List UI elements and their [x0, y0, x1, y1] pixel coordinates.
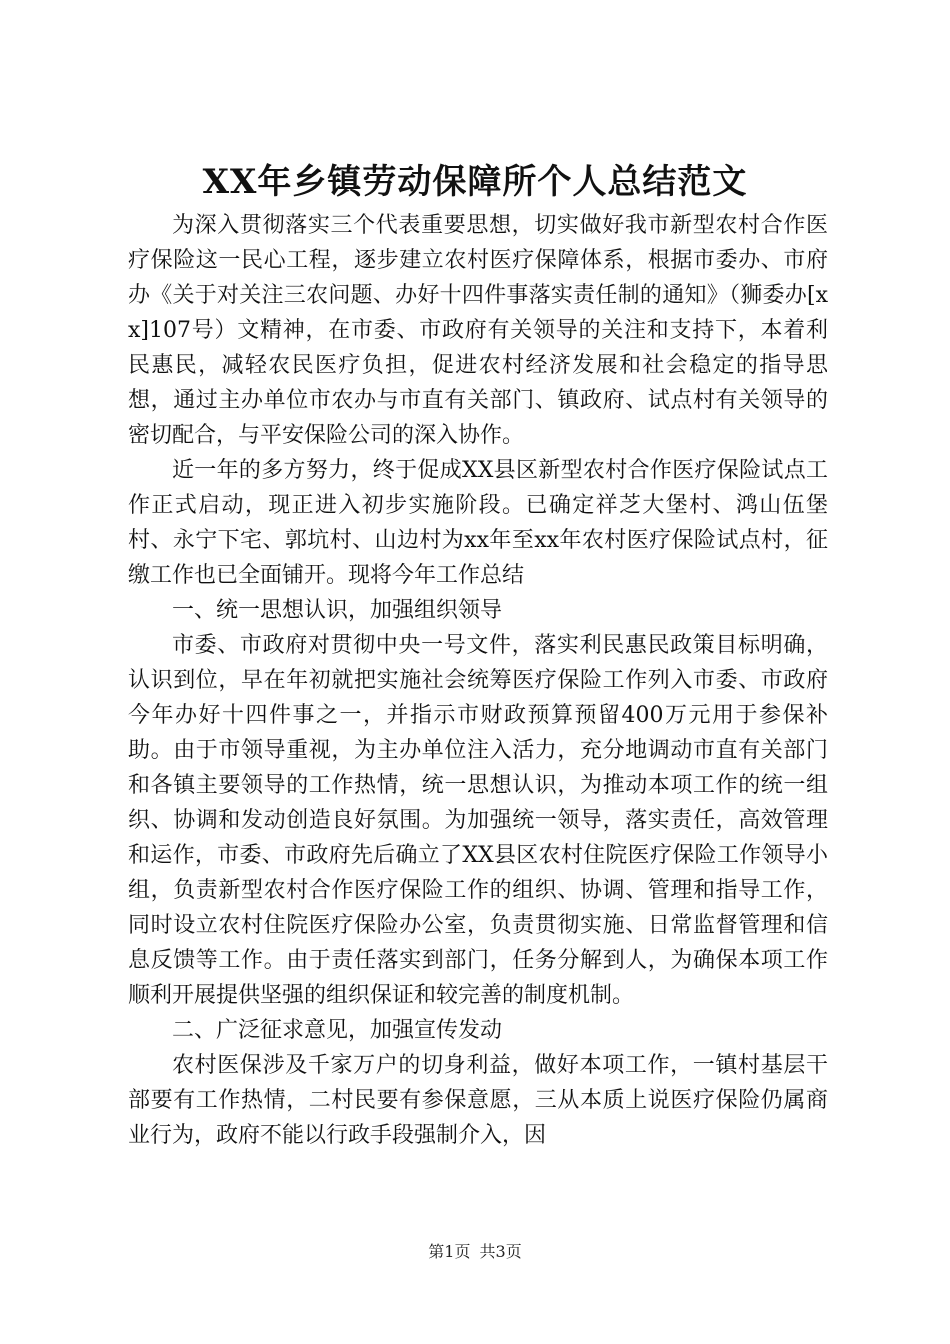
paragraph-section-2: 农村医保涉及千家万户的切身利益，做好本项工作，一镇村基层干部要有工作热情，二村民要有参保意愿，三从本质上说医疗保险仍属商业行为，政府不能以行政手段强制介入，因: [128, 1053, 828, 1148]
section-heading-1: 一、统一思想认识，加强组织领导: [172, 598, 503, 623]
page-footer: [0, 1240, 950, 1264]
paragraph-section-1: 市委、市政府对贯彻中央一号文件，落实利民惠民政策目标明确，认识到位，早在年初就把实施社会统筹医疗保险工作列入市委、市政府今年办好十四件事之一，并指示市财政预算预留400万元用于参保补助。由于市领导重视，为主办单位注入活力，充分地调动市直有关部门和各镇主要领导的工作热情，统一思想认识，为推动本项工作的统一组织、协调和发动创造良好氛围。为加强统一领导，落实责任，高效管理和运作，市委、市政府先后确立了XX县区农村住院医疗保险工作领导小组，负责新型农村合作医疗保险工作的组织、协调、管理和指导工作，同时设立农村住院医疗保险办公室，负责贯彻实施、日常监督管理和信息反馈等工作。由于责任落实到部门，任务分解到人，为确保本项工作顺利开展提供坚强的组织保证和较完善的制度机制。: [128, 633, 828, 1008]
page-total: 共3页: [479, 1242, 522, 1261]
paragraph-progress: 近一年的多方努力，终于促成XX县区新型农村合作医疗保险试点工作正式启动，现正进入初步实施阶段。已确定祥芝大堡村、鸿山伍堡村、永宁下宅、郭坑村、山边村为xx年至xx年农村医疗保险试点村，征缴工作也已全面铺开。现将今年工作总结: [128, 458, 828, 588]
document-body: [128, 208, 828, 1153]
document-title: XX年乡镇劳动保障所个人总结范文: [202, 162, 748, 202]
section-heading-2: 二、广泛征求意见，加强宣传发动: [172, 1018, 503, 1043]
page-number: 第1页: [428, 1242, 471, 1261]
paragraph-intro: 为深入贯彻落实三个代表重要思想，切实做好我市新型农村合作医疗保险这一民心工程，逐步建立农村医疗保障体系，根据市委办、市府办《关于对关注三农问题、办好十四件事落实责任制的通知》（狮委办[xx]107号）文精神，在市委、市政府有关领导的关注和支持下，本着利民惠民，减轻农民医疗负担，促进农村经济发展和社会稳定的指导思想，通过主办单位市农办与市直有关部门、镇政府、试点村有关领导的密切配合，与平安保险公司的深入协作。: [128, 213, 828, 448]
